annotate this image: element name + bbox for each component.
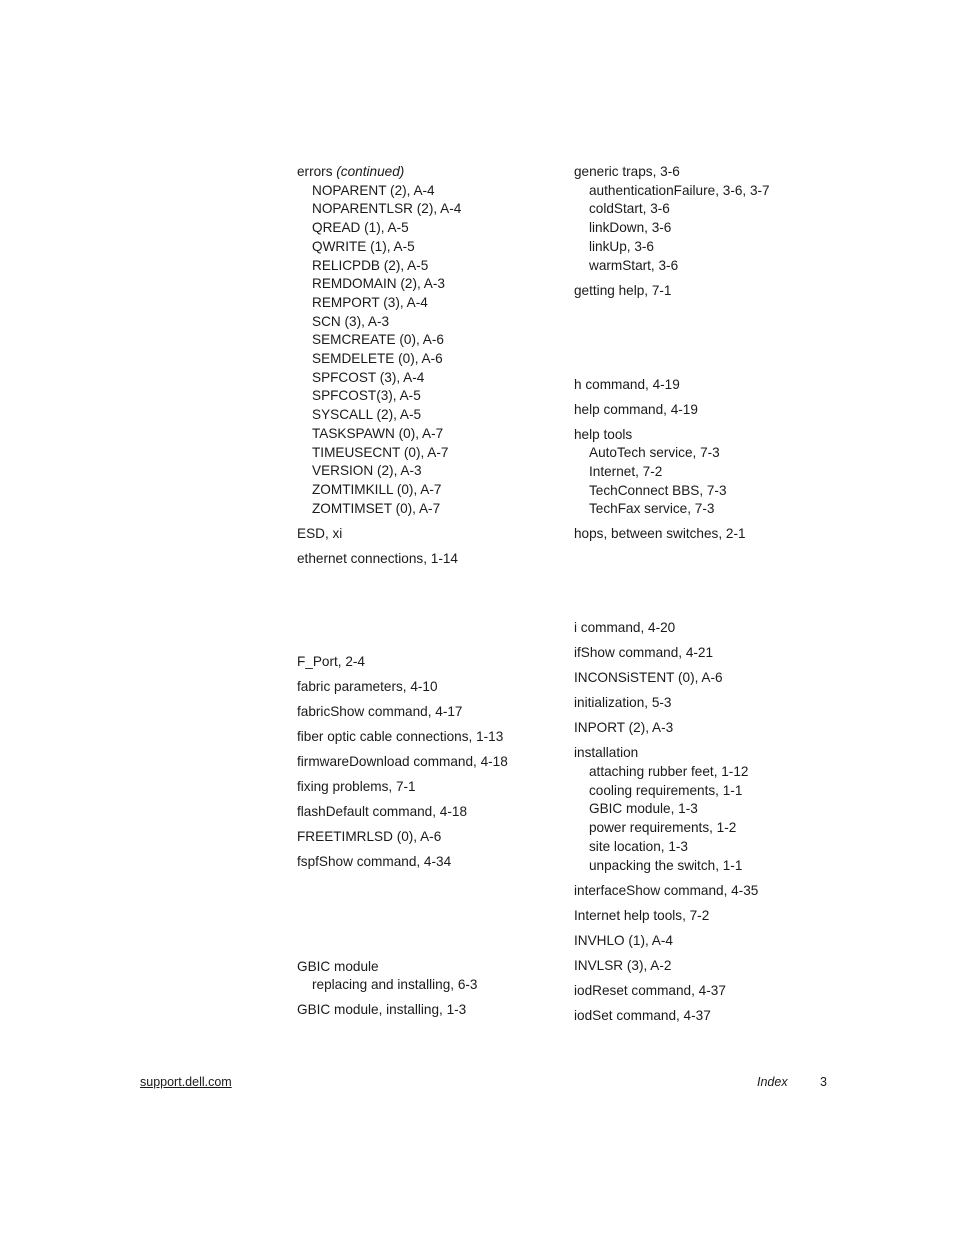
- sub-entry: NOPARENTLSR (2), A-4: [312, 201, 462, 217]
- sub-entry: TASKSPAWN (0), A-7: [312, 425, 444, 441]
- section-gap-g: [297, 878, 547, 958]
- sub-entry: Internet, 7-2: [589, 463, 663, 479]
- index-entry-generic-traps: [574, 163, 824, 275]
- sub-entry: replacing and installing, 6-3: [312, 977, 478, 993]
- index-entry: F_Port, 2-4: [297, 653, 365, 669]
- index-entry: i command, 4-20: [574, 620, 676, 636]
- page-number: 3: [820, 1075, 827, 1089]
- index-entry: Internet help tools, 7-2: [574, 907, 710, 923]
- sub-entry: ZOMTIMSET (0), A-7: [312, 500, 441, 516]
- index-entry: ifShow command, 4-21: [574, 645, 714, 661]
- index-entry: fixing problems, 7-1: [297, 778, 416, 794]
- index-entry: INPORT (2), A-3: [574, 720, 674, 736]
- index-entry-help-tools: [574, 426, 824, 520]
- entry-title: installation: [574, 745, 639, 761]
- entry-title: generic traps, 3-6: [574, 164, 680, 179]
- index-entry: hops, between switches, 2-1: [574, 526, 746, 542]
- sub-entry: REMPORT (3), A-4: [312, 294, 428, 310]
- footer-section-name: Index: [757, 1075, 788, 1089]
- sub-entry: coldStart, 3-6: [589, 201, 670, 217]
- index-entry: fiber optic cable connections, 1-13: [297, 728, 504, 744]
- sub-entry: AutoTech service, 7-3: [589, 445, 720, 461]
- index-entry: INVLSR (3), A-2: [574, 957, 672, 973]
- index-entry: iodReset command, 4-37: [574, 982, 726, 998]
- sub-entry: authenticationFailure, 3-6, 3-7: [589, 182, 770, 198]
- sub-entry: VERSION (2), A-3: [312, 463, 422, 479]
- sub-entry: RELICPDB (2), A-5: [312, 257, 429, 273]
- section-gap-f: [297, 575, 547, 653]
- sub-entry: linkDown, 3-6: [589, 220, 672, 236]
- sub-entry: power requirements, 1-2: [589, 820, 737, 836]
- sub-entry: TIMEUSECNT (0), A-7: [312, 444, 449, 460]
- sub-entry: SEMDELETE (0), A-6: [312, 351, 443, 367]
- index-entry: INVHLO (1), A-4: [574, 932, 673, 948]
- sub-entry: SPFCOST(3), A-5: [312, 388, 421, 404]
- sub-entry: TechConnect BBS, 7-3: [589, 482, 727, 498]
- continued-label: (continued): [336, 164, 405, 179]
- index-entry: help command, 4-19: [574, 401, 698, 417]
- sub-entry: SEMCREATE (0), A-6: [312, 332, 444, 348]
- sub-entry: QWRITE (1), A-5: [312, 238, 415, 254]
- sub-entry: SPFCOST (3), A-4: [312, 369, 425, 385]
- index-entry: fspfShow command, 4-34: [297, 853, 452, 869]
- sub-entry: cooling requirements, 1-1: [589, 782, 743, 798]
- index-entry-errors: [297, 163, 547, 518]
- sub-entry: warmStart, 3-6: [589, 257, 679, 273]
- sub-entry: linkUp, 3-6: [589, 238, 654, 254]
- index-entry: ethernet connections, 1-14: [297, 550, 458, 566]
- index-entry: fabric parameters, 4-10: [297, 678, 438, 694]
- entry-title: errors: [297, 164, 333, 179]
- support-link[interactable]: support.dell.com: [140, 1075, 232, 1089]
- index-entry: firmwareDownload command, 4-18: [297, 753, 508, 769]
- sub-entry: attaching rubber feet, 1-12: [589, 764, 749, 780]
- sub-entry: QREAD (1), A-5: [312, 220, 409, 236]
- index-entry: ESD, xi: [297, 525, 343, 541]
- index-entry: interfaceShow command, 4-35: [574, 882, 759, 898]
- sub-entry: GBIC module, 1-3: [589, 801, 698, 817]
- index-entry: h command, 4-19: [574, 376, 680, 392]
- index-entry: iodSet command, 4-37: [574, 1007, 711, 1023]
- section-gap-h: [574, 307, 824, 376]
- index-entry: initialization, 5-3: [574, 695, 672, 711]
- section-gap-i: [574, 550, 824, 619]
- index-left-column: [297, 163, 547, 1026]
- index-entry-gbic: [297, 958, 547, 995]
- sub-entry: ZOMTIMKILL (0), A-7: [312, 481, 442, 497]
- index-entry: FREETIMRLSD (0), A-6: [297, 828, 442, 844]
- index-entry: INCONSiSTENT (0), A-6: [574, 670, 723, 686]
- entry-title: GBIC module: [297, 958, 379, 974]
- entry-title: help tools: [574, 426, 633, 442]
- index-entry: GBIC module, installing, 1-3: [297, 1002, 467, 1018]
- index-entry: getting help, 7-1: [574, 282, 672, 298]
- sub-entry: TechFax service, 7-3: [589, 501, 715, 517]
- sub-entry: SYSCALL (2), A-5: [312, 407, 422, 423]
- index-entry: fabricShow command, 4-17: [297, 703, 463, 719]
- sub-entry: unpacking the switch, 1-1: [589, 857, 743, 873]
- sub-entry: SCN (3), A-3: [312, 313, 390, 329]
- index-entry: flashDefault command, 4-18: [297, 803, 468, 819]
- index-entry-installation: [574, 744, 824, 875]
- sub-entry: NOPARENT (2), A-4: [312, 182, 435, 198]
- index-right-column: [574, 163, 824, 1032]
- sub-entry: REMDOMAIN (2), A-3: [312, 276, 445, 292]
- sub-entry: site location, 1-3: [589, 838, 688, 854]
